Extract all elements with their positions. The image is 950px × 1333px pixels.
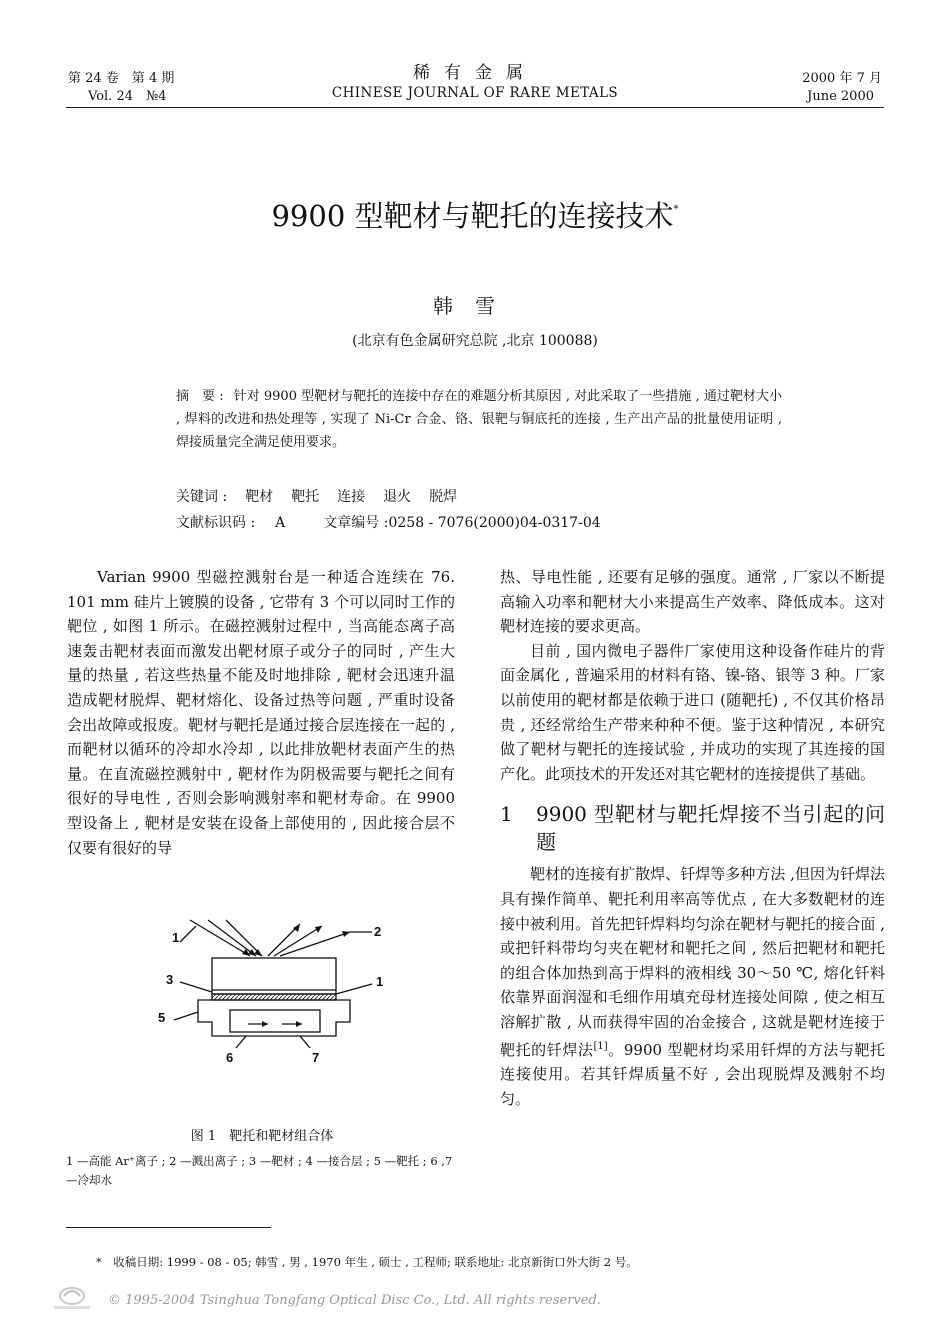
footnote: * 收稿日期: 1999 - 08 - 05; 韩雪 , 男 , 1970 年生 , 硕士 , 工程师; 联系地址: 北京新街口外大街 2 号。 [96, 1255, 638, 1269]
citation-ref[interactable]: [1] [593, 1040, 608, 1052]
abstract [176, 385, 782, 454]
left-column [67, 565, 455, 860]
figure-label-3: 3 [166, 972, 174, 987]
journal-name-en: CHINESE JOURNAL OF RARE METALS [331, 85, 619, 101]
figure-caption: 图 1 靶托和靶材组合体 [190, 1129, 334, 1144]
figure-label-4: 1 [376, 974, 384, 989]
figure-label-6: 6 [226, 1050, 234, 1065]
header-divider [66, 107, 884, 108]
article-number-label: 文章编号 : [323, 515, 389, 531]
author-name: 韩雪 [433, 294, 517, 318]
figure-legend: 1 —高能 Ar⁺离子 ; 2 —溅出离子 ; 3 —靶材 ; 4 —接合层 ; 5 —靶托 ; 6 ,7 —冷却水 [66, 1154, 453, 1187]
footnote-divider [66, 1227, 271, 1228]
figure-label-7: 7 [312, 1050, 320, 1065]
target-block [212, 958, 336, 994]
keyword: 退火 [383, 489, 412, 505]
volume-en: Vol. 24 №4 [88, 89, 167, 104]
body-text: 靶材的连接有扩散焊、钎焊等多种方法 ,但因为钎焊法具有操作简单、靶托利用率高等优点 , 在大多数靶材的连接中被利用。首先把钎焊料均匀涂在靶材与靶托的接合面 , 或把钎料带均匀夹在靶材和靶托之间 , 然后把靶材和靶托的组合体加热到高于焊料的液相线 30～50 ℃, 熔化钎料依靠界面润湿和毛细作用填充母材连接处间隙 , 使之相互溶解扩散 , 从而获得牢固的冶金接合 , 这就是靶材连接于靶托的钎焊法 [500, 865, 885, 1059]
figure-1-diagram [150, 912, 400, 1072]
body-paragraph: 热、导电性能 , 还要有足够的强度。通常 , 厂家以不断提高输入功率和靶材大小来提高生产效率、降低成本。这对靶材连接的要求更高。 [500, 568, 885, 636]
author-affiliation: (北京有色金属研究总院 ,北京 100088) [352, 333, 598, 349]
backing-plate [198, 1000, 350, 1036]
keywords-line [176, 484, 601, 510]
keyword: 靶材 [245, 489, 274, 505]
volume-cn: 第 24 卷 第 4 期 [68, 71, 175, 86]
journal-name-cn: 稀有金属 [413, 63, 537, 83]
right-column [500, 565, 885, 1111]
keywords-label: 关键词 : [176, 489, 228, 505]
publisher-logo-icon [50, 1284, 94, 1312]
keywords-block [176, 484, 601, 536]
keyword: 靶托 [291, 489, 320, 505]
date-cn: 2000 年 7 月 [802, 71, 882, 86]
article-number: 0258 - 7076(2000)04-0317-04 [388, 515, 601, 531]
figure-label-5: 5 [158, 1010, 166, 1025]
paper-title-text: 9900 型靶材与靶托的连接技术 [271, 199, 674, 233]
figure-label-1: 1 [172, 930, 180, 945]
section-number: 1 [500, 802, 513, 827]
cooling-channel [230, 1010, 320, 1032]
body-paragraph: Varian 9900 型磁控溅射台是一种适合连续在 76. 101 mm 硅片上镀膜的设备 , 它带有 3 个可以同时工作的靶位 , 如图 1 所示。在磁控溅射过程中 , 当高能态离子高速轰击靶材表面而激发出靶材原子或分子的同时 , 产生大量的热量 , 若这些热量不能及时地排除 , 靶材会迅速升温造成靶材脱焊、靶材熔化、设备过热等问题 , 严重时设备会出故障或报废。靶材与靶托是通过接合层连接在一起的 , 而靶材以循环的冷却水冷却 , 以此排放靶材表面产生的热量。在直流磁控溅射中 , 靶材作为阴极需要与靶托之间有很好的导电性 , 否则会影响溅射率和靶材寿命。在 9900 型设备上 , 靶材是安装在设备上部使用的 , 因此接合层不仅要有很好的导 [67, 568, 455, 857]
copyright-notice: © 1995-2004 Tsinghua Tongfang Optical Disc Co., Ltd. All rights reserved. [108, 1293, 601, 1308]
title-footnote-mark: * [673, 204, 679, 215]
abstract-text: 针对 9900 型靶材与靶托的连接中存在的难题分析其原因 , 对此采取了一些措施 , 通过靶材大小 , 焊料的改进和热处理等 , 实现了 Ni-Cr 合金、铬、银靶与铜底托的连接 , 生产出产品的批量使用证明 , 焊接质量完全满足使用要求。 [176, 389, 782, 450]
journal-date [802, 70, 882, 106]
doc-code: A [275, 515, 286, 531]
body-paragraph [500, 862, 885, 1111]
figure-label-2: 2 [374, 924, 382, 939]
body-paragraph: 目前 , 国内微电子器件厂家使用这种设备作硅片的背面金属化 , 普遍采用的材料有铬、镍-铬、银等 3 种。厂家以前使用的靶材都是依赖于进口 (随靶托) , 不仅其价格昂贵 , 还经常给生产带来种种不便。鉴于这种情况 , 本研究做了靶材与靶托的连接试验 , 并成功的实现了其连接的国产化。此项技术的开发还对其它靶材的连接提供了基础。 [500, 641, 885, 783]
doc-code-label: 文献标识码 : [176, 515, 256, 531]
abstract-label: 摘 要 : [176, 389, 224, 404]
section-title: 9900 型靶材与靶托焊接不当引起的问题 [536, 802, 885, 855]
body-text: 。9900 型靶材均采用钎焊的方法与靶托连接使用。若其钎焊质量不好 , 会出现脱焊及溅射不均匀。 [500, 1040, 885, 1108]
classification-line [176, 510, 601, 536]
paper-title [0, 196, 950, 236]
date-en: June 2000 [807, 89, 874, 104]
bonding-layer [212, 994, 336, 1000]
keyword: 连接 [337, 489, 366, 505]
keyword: 脱焊 [429, 489, 458, 505]
section-heading [500, 800, 885, 856]
